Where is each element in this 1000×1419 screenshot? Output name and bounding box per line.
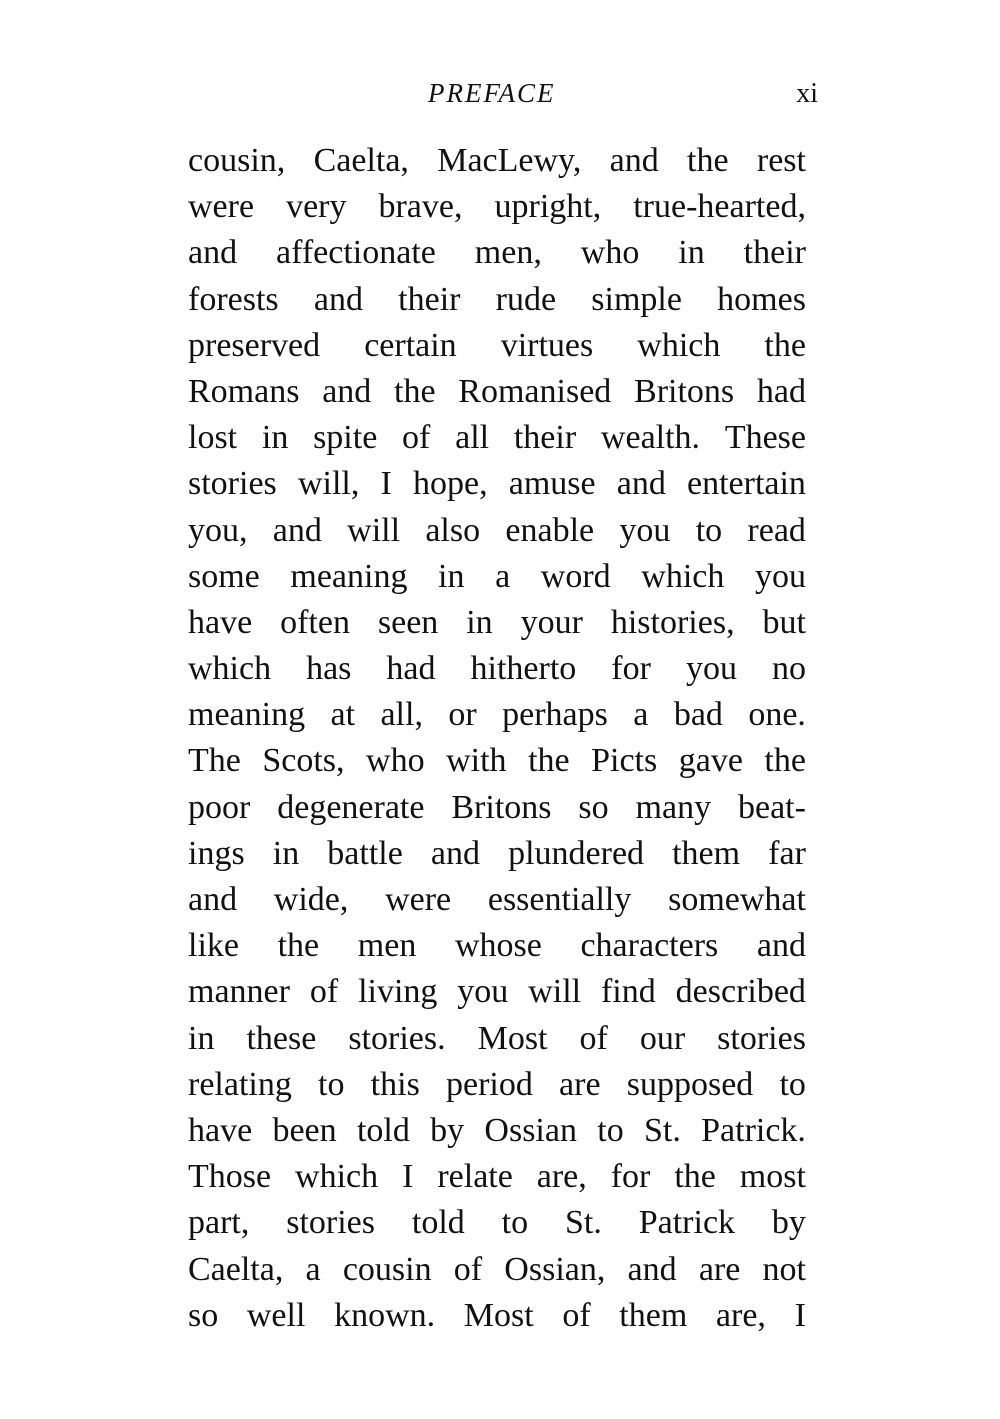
text-line: Caelta, a cousin of Ossian, and are not — [188, 1250, 806, 1288]
text-line: which has had hitherto for you no — [188, 650, 806, 688]
text-line: and affectionate men, who in their — [188, 234, 806, 272]
text-line: ings in battle and plundered them far — [188, 834, 806, 872]
text-line: Those which I relate are, for the most — [188, 1158, 806, 1196]
text-line: so well known. Most of them are, I — [188, 1296, 806, 1334]
text-line: like the men whose characters and — [188, 927, 806, 965]
text-line: manner of living you will find described — [188, 973, 806, 1011]
text-line: part, stories told to St. Patrick by — [188, 1204, 806, 1242]
text-line: forests and their rude simple homes — [188, 280, 806, 318]
text-line: poor degenerate Britons so many beat- — [188, 788, 806, 826]
text-line: lost in spite of all their wealth. These — [188, 419, 806, 457]
running-title: PREFACE — [428, 78, 556, 108]
text-line: meaning at all, or perhaps a bad one. — [188, 696, 806, 734]
text-line: and wide, were essentially somewhat — [188, 881, 806, 918]
running-head — [188, 78, 818, 112]
text-line: The Scots, who with the Picts gave the — [188, 742, 806, 780]
text-line: stories will, I hope, amuse and entertain — [188, 465, 806, 503]
text-line: were very brave, upright, true-hearted, — [188, 188, 806, 226]
text-line: have often seen in your histories, but — [188, 603, 806, 641]
text-line: you, and will also enable you to read — [188, 511, 806, 549]
page-number: xi — [796, 78, 818, 109]
text-line: relating to this period are supposed to — [188, 1065, 806, 1103]
text-line: have been told by Ossian to St. Patrick. — [188, 1111, 806, 1149]
text-line: some meaning in a word which you — [188, 557, 806, 595]
text-line: cousin, Caelta, MacLewy, and the rest — [188, 142, 806, 179]
body-text — [188, 138, 806, 1339]
text-line: in these stories. Most of our stories — [188, 1019, 806, 1057]
text-line: Romans and the Romanised Britons had — [188, 372, 806, 410]
text-line: preserved certain virtues which the — [188, 326, 806, 364]
